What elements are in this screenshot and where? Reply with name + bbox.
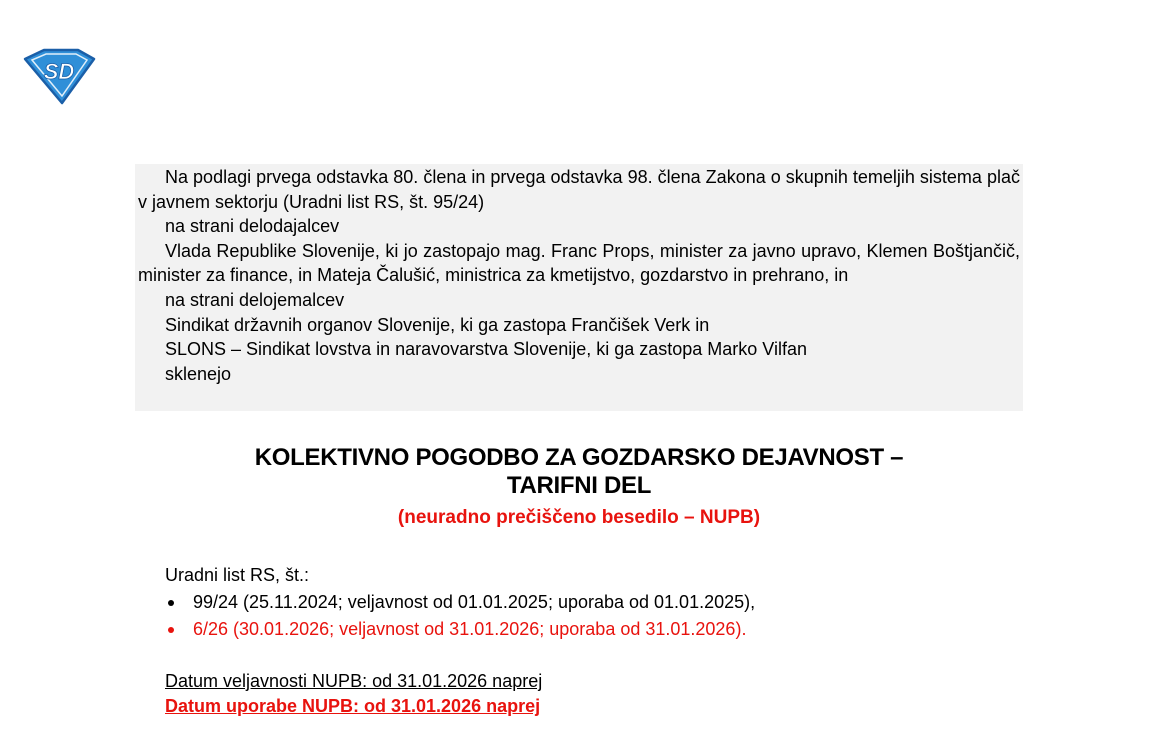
preamble-block — [135, 164, 1023, 411]
gazette-item: 6/26 (30.01.2026; veljavnost od 31.01.2026; uporaba od 31.01.2026). — [165, 616, 755, 643]
preamble-legal-basis: Na podlagi prvega odstavka 80. člena in prvega odstavka 98. člena Zakona o skupnih temeljih sistema plač v javnem sektorju (Uradni list RS, št. 95/24) — [138, 167, 1020, 212]
document-subtitle: (neuradno prečiščeno besedilo – NUPB) — [397, 507, 761, 528]
gazette-item: 99/24 (25.11.2024; veljavnost od 01.01.2025; uporaba od 01.01.2025), — [165, 589, 755, 616]
logo-lettering: SD — [43, 59, 75, 84]
sdo-shield-logo — [22, 47, 96, 105]
preamble-employees-heading: na strani delojemalcev — [165, 289, 345, 310]
document-title-line-2: TARIFNI DEL — [506, 472, 652, 499]
preamble-government-party: Vlada Republike Slovenije, ki jo zastopajo mag. Franc Props, minister za javno upravo, Klemen Boštjančič, minister za finance, in Mateja Čalušić, ministrica za kmetijstvo, gozdarstvo in prehrano, in — [138, 240, 1020, 286]
gazette-label: Uradni list RS, št.: — [165, 565, 310, 585]
gazette-list — [165, 589, 755, 643]
document-title-line-1: KOLEKTIVNO POGODBO ZA GOZDARSKO DEJAVNOST – — [254, 444, 904, 471]
preamble-conclude: sklenejo — [165, 363, 232, 384]
document-title — [135, 444, 1023, 500]
validity-date: Datum veljavnosti NUPB: od 31.01.2026 naprej — [165, 671, 543, 691]
preamble-union-slons: SLONS – Sindikat lovstva in naravovarstva Slovenije, ki ga zastopa Marko Vilfan — [165, 339, 807, 360]
preamble-union-sdos: Sindikat državnih organov Slovenije, ki ga zastopa Frančišek Verk in — [165, 314, 710, 335]
application-date: Datum uporabe NUPB: od 31.01.2026 naprej — [165, 696, 541, 716]
preamble-employers-heading: na strani delodajalcev — [165, 216, 340, 237]
